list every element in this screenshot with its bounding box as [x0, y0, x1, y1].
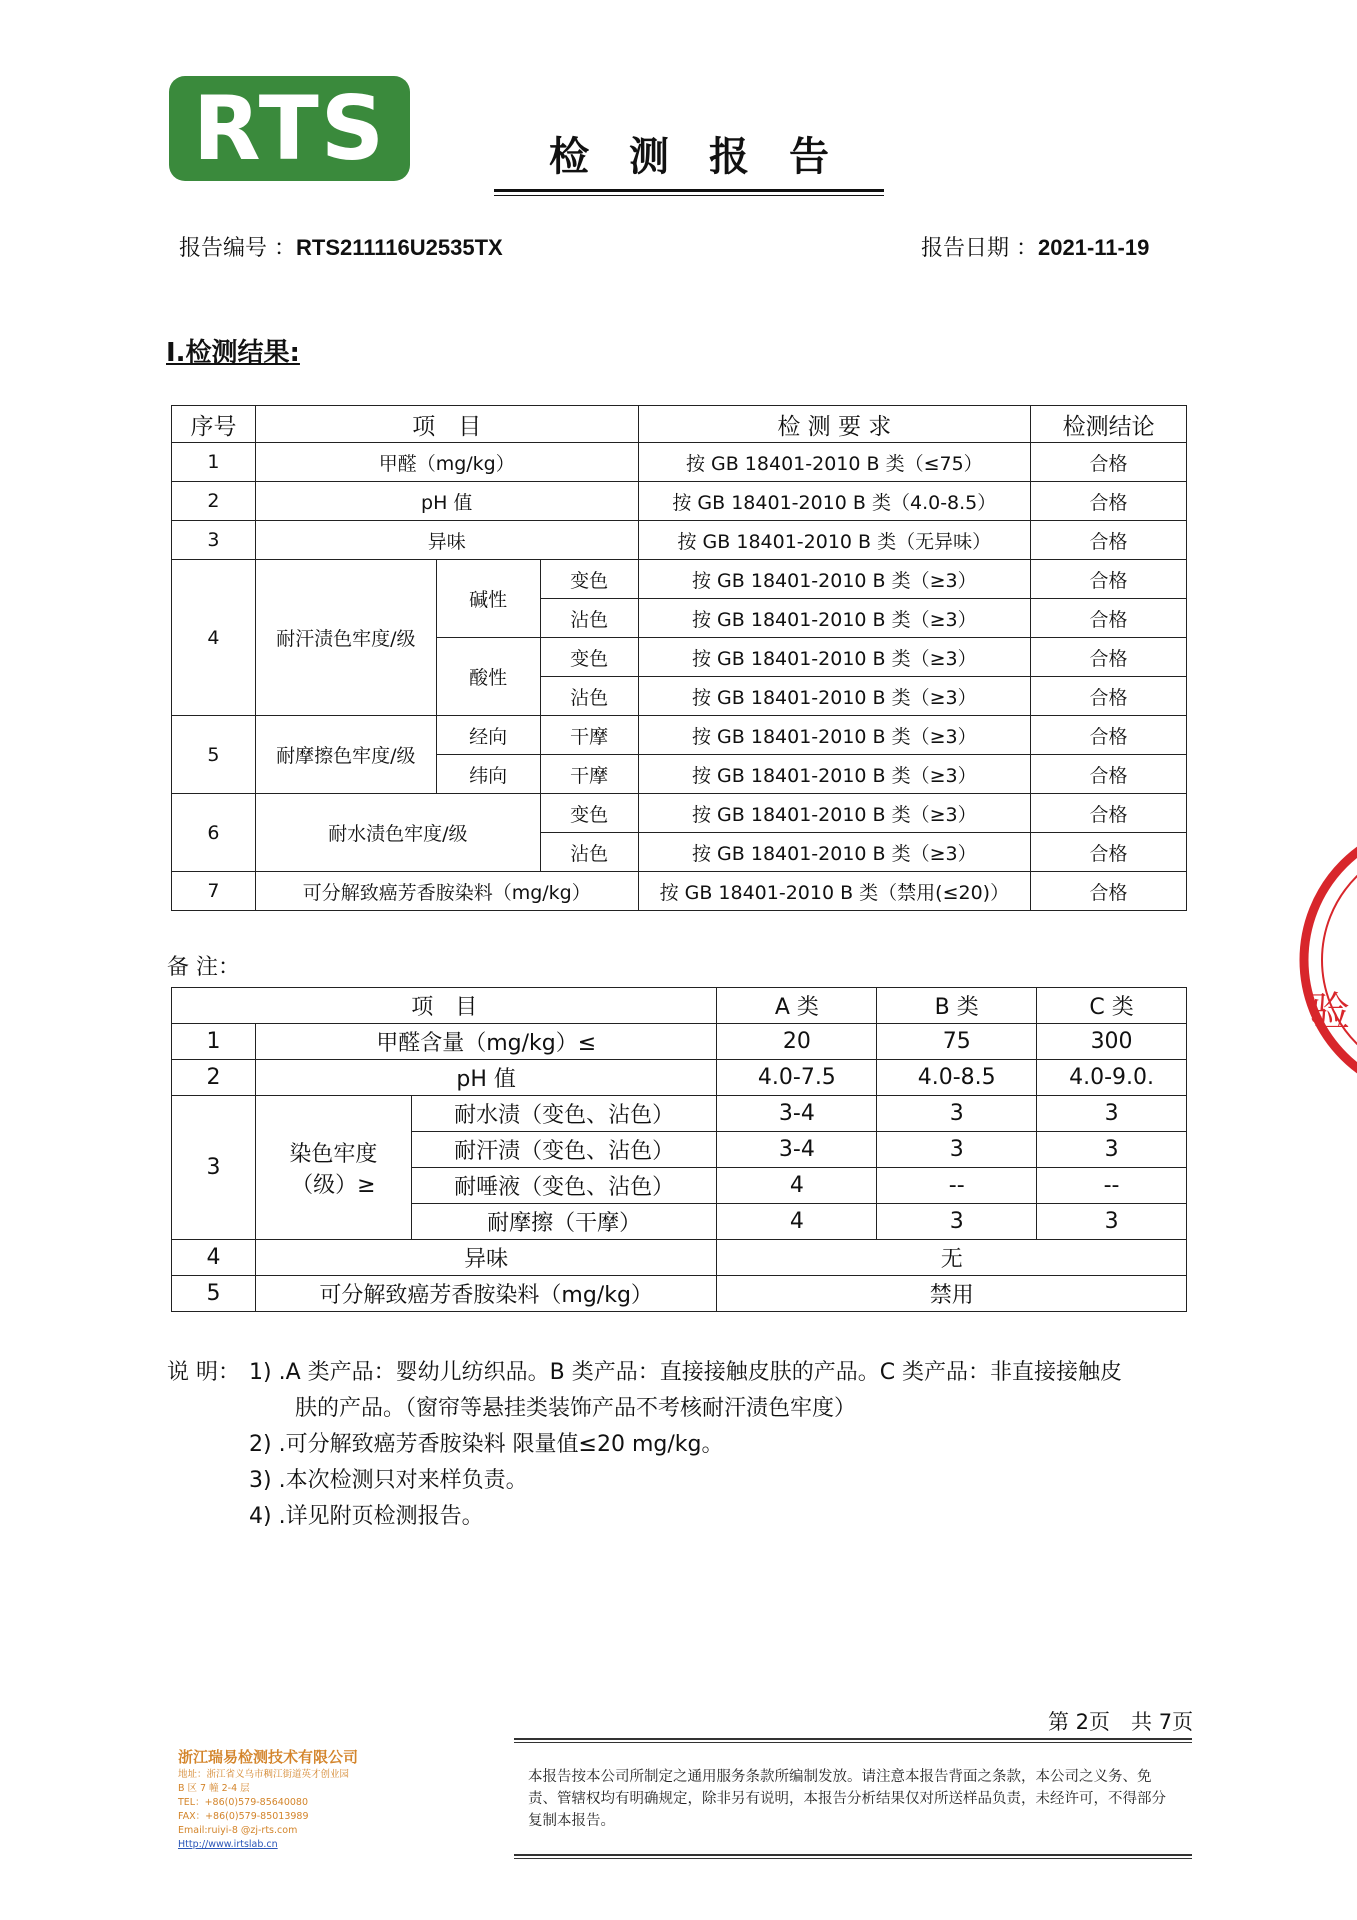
row-item: pH 值 — [255, 482, 638, 521]
sub-change: 变色 — [540, 794, 638, 833]
row-requirement: 按 GB 18401-2010 B 类（≥3） — [638, 833, 1031, 872]
row-no: 3 — [172, 1096, 256, 1240]
row-item: 耐水渍色牢度/级 — [255, 794, 540, 872]
section-title: I.检测结果: — [166, 338, 300, 368]
row-no: 6 — [172, 794, 256, 872]
table-row — [172, 443, 1187, 482]
header-requirement: 检 测 要 求 — [638, 406, 1031, 443]
sub-stain: 沾色 — [540, 833, 638, 872]
value-c: 300 — [1037, 1024, 1187, 1060]
row-result: 合格 — [1031, 677, 1187, 716]
row-group — [255, 1096, 411, 1240]
value-c: 3 — [1037, 1204, 1187, 1240]
footer-bottom-rule-thin — [514, 1858, 1192, 1859]
report-number — [179, 233, 503, 264]
row-result: 合格 — [1031, 833, 1187, 872]
company-tel: TEL：+86(0)579-85640080 — [178, 1797, 309, 1808]
remarks-header-a: A 类 — [717, 988, 877, 1024]
remarks-header-item: 项 目 — [172, 988, 717, 1024]
row-item: pH 值 — [255, 1060, 717, 1096]
row-requirement: 按 GB 18401-2010 B 类（≥3） — [638, 755, 1031, 794]
sub-change: 变色 — [540, 560, 638, 599]
sub-stain: 沾色 — [540, 677, 638, 716]
subgroup-warp: 经向 — [436, 716, 540, 755]
row-result: 合格 — [1031, 716, 1187, 755]
value-a: 20 — [717, 1024, 877, 1060]
value-c: 4.0-9.0. — [1037, 1060, 1187, 1096]
row-item: 异味 — [255, 1240, 717, 1276]
sub-dry: 干摩 — [540, 716, 638, 755]
table-row — [172, 521, 1187, 560]
seal-outer-ring — [1304, 824, 1357, 1096]
report-number-label: 报告编号 ： — [179, 236, 296, 261]
row-no: 7 — [172, 872, 256, 911]
row-requirement: 按 GB 18401-2010 B 类（≥3） — [638, 638, 1031, 677]
footer-rule-thin — [514, 1742, 1192, 1743]
value-a: 4 — [717, 1204, 877, 1240]
note-4: 4) .详见附页检测报告。 — [249, 1504, 484, 1529]
page-number: 第 2页 共 7页 — [1048, 1710, 1194, 1734]
value-b: -- — [877, 1168, 1037, 1204]
row-no: 1 — [172, 1024, 256, 1060]
sub-change: 变色 — [540, 638, 638, 677]
row-no: 1 — [172, 443, 256, 482]
logo-text: RTS — [192, 76, 387, 180]
value-b: 3 — [877, 1132, 1037, 1168]
row-requirement: 按 GB 18401-2010 B 类（≥3） — [638, 716, 1031, 755]
company-fax: FAX：+86(0)579-85013989 — [178, 1811, 309, 1822]
group-label-unit: （级）≥ — [291, 1172, 376, 1198]
value-b: 4.0-8.5 — [877, 1060, 1037, 1096]
table-row — [172, 482, 1187, 521]
table-row — [172, 716, 1187, 755]
remarks-header-b: B 类 — [877, 988, 1037, 1024]
title-underline-thin — [494, 195, 884, 196]
row-requirement: 按 GB 18401-2010 B 类（≥3） — [638, 794, 1031, 833]
value-b: 3 — [877, 1204, 1037, 1240]
row-no: 4 — [172, 560, 256, 716]
subgroup-weft: 纬向 — [436, 755, 540, 794]
disclaimer-text: 本报告按本公司所制定之通用服务条款所编制发放。请注意本报告背面之条款，本公司之义务、免责、管辖权均有明确规定，除非另有说明，本报告分析结果仅对所送样品负责，未经许可，不得部分复制本报告。 — [528, 1769, 1166, 1829]
sub-dry: 干摩 — [540, 755, 638, 794]
company-address: 地址：浙江省义乌市稠江街道英才创业园 — [178, 1769, 350, 1780]
table-row — [172, 1024, 1187, 1060]
results-header-row — [172, 406, 1187, 443]
table-row — [172, 1276, 1187, 1312]
remarks-header-row — [172, 988, 1187, 1024]
row-requirement: 按 GB 18401-2010 B 类（≥3） — [638, 560, 1031, 599]
value-a: 4 — [717, 1168, 877, 1204]
row-item: 异味 — [255, 521, 638, 560]
remarks-table — [171, 987, 1187, 1312]
row-result: 合格 — [1031, 482, 1187, 521]
footer-rule — [514, 1738, 1192, 1740]
explanation-notes — [167, 1355, 1197, 1535]
row-no: 2 — [172, 482, 256, 521]
footer-bottom-rule — [514, 1854, 1192, 1856]
value-c: 3 — [1037, 1096, 1187, 1132]
row-item: 甲醛（mg/kg） — [255, 443, 638, 482]
subgroup-alkaline: 碱性 — [436, 560, 540, 638]
company-name: 浙江瑞易检测技术有限公司 — [178, 1748, 359, 1766]
page-title: 检测报告 — [549, 133, 869, 180]
row-requirement: 按 GB 18401-2010 B 类（无异味） — [638, 521, 1031, 560]
row-no: 4 — [172, 1240, 256, 1276]
row-requirement: 按 GB 18401-2010 B 类（≥3） — [638, 677, 1031, 716]
company-info — [178, 1746, 418, 1852]
company-address-2: B 区 7 幢 2-4 层 — [178, 1783, 250, 1794]
row-no: 3 — [172, 521, 256, 560]
table-row — [172, 1060, 1187, 1096]
sub-item: 耐摩擦（干摩） — [411, 1204, 717, 1240]
row-item: 甲醛含量（mg/kg）≤ — [255, 1024, 717, 1060]
row-item: 可分解致癌芳香胺染料（mg/kg） — [255, 1276, 717, 1312]
title-underline — [494, 189, 884, 192]
table-row — [172, 1240, 1187, 1276]
note-1-continued: 肤的产品。（窗帘等悬挂类装饰产品不考核耐汗渍色牢度） — [295, 1396, 857, 1421]
row-item: 耐摩擦色牢度/级 — [255, 716, 436, 794]
row-result: 合格 — [1031, 560, 1187, 599]
row-requirement: 按 GB 18401-2010 B 类（≥3） — [638, 599, 1031, 638]
table-row — [172, 560, 1187, 599]
company-email: Email:ruiyi-8 @zj-rts.com — [178, 1825, 298, 1836]
results-table — [171, 405, 1187, 911]
value-a: 4.0-7.5 — [717, 1060, 877, 1096]
report-date-label: 报告日期 ： — [921, 236, 1038, 261]
value-c: -- — [1037, 1168, 1187, 1204]
row-no: 2 — [172, 1060, 256, 1096]
row-item: 可分解致癌芳香胺染料（mg/kg） — [255, 872, 638, 911]
row-result: 合格 — [1031, 638, 1187, 677]
subgroup-acidic: 酸性 — [436, 638, 540, 716]
row-no: 5 — [172, 1276, 256, 1312]
report-date — [921, 233, 1149, 264]
value-b: 3 — [877, 1096, 1037, 1132]
row-item: 耐汗渍色牢度/级 — [255, 560, 436, 716]
row-result: 合格 — [1031, 599, 1187, 638]
row-result: 合格 — [1031, 872, 1187, 911]
remarks-label: 备 注： — [167, 955, 240, 980]
report-date-value: 2021-11-19 — [1038, 235, 1150, 260]
value-all: 无 — [717, 1240, 1187, 1276]
value-a: 3-4 — [717, 1132, 877, 1168]
row-result: 合格 — [1031, 755, 1187, 794]
row-result: 合格 — [1031, 521, 1187, 560]
sub-stain: 沾色 — [540, 599, 638, 638]
note-1 — [167, 1355, 1197, 1391]
table-row — [172, 872, 1187, 911]
header-conclusion: 检测结论 — [1031, 406, 1187, 443]
sub-item: 耐水渍（变色、沾色） — [411, 1096, 717, 1132]
notes-label: 说 明： — [167, 1360, 240, 1385]
header-item: 项 目 — [255, 406, 638, 443]
value-c: 3 — [1037, 1132, 1187, 1168]
company-website-link[interactable]: Http://www.irtslab.cn — [178, 1839, 278, 1850]
note-2: 2) .可分解致癌芳香胺染料 限量值≤20 mg/kg。 — [249, 1432, 724, 1457]
value-a: 3-4 — [717, 1096, 877, 1132]
report-number-value: RTS211116U2535TX — [296, 235, 503, 260]
row-result: 合格 — [1031, 794, 1187, 833]
value-all: 禁用 — [717, 1276, 1187, 1312]
seal-text: 验 — [1310, 989, 1350, 1035]
table-row — [172, 1096, 1187, 1132]
sub-item: 耐汗渍（变色、沾色） — [411, 1132, 717, 1168]
row-no: 5 — [172, 716, 256, 794]
row-requirement: 按 GB 18401-2010 B 类（≤75） — [638, 443, 1031, 482]
rts-logo — [169, 76, 410, 181]
company-seal-stamp — [1290, 810, 1357, 1110]
value-b: 75 — [877, 1024, 1037, 1060]
note-3: 3) .本次检测只对来样负责。 — [249, 1468, 528, 1493]
sub-item: 耐唾液（变色、沾色） — [411, 1168, 717, 1204]
group-label: 染色牢度 — [289, 1141, 378, 1167]
note-1-text: 1) .A 类产品：婴幼儿纺织品。B 类产品：直接接触皮肤的产品。C 类产品：非直接接触皮 — [249, 1360, 1123, 1385]
header-no: 序号 — [172, 406, 256, 443]
remarks-header-c: C 类 — [1037, 988, 1187, 1024]
row-requirement: 按 GB 18401-2010 B 类（禁用(≤20)） — [638, 872, 1031, 911]
row-requirement: 按 GB 18401-2010 B 类（4.0-8.5） — [638, 482, 1031, 521]
row-result: 合格 — [1031, 443, 1187, 482]
table-row — [172, 794, 1187, 833]
